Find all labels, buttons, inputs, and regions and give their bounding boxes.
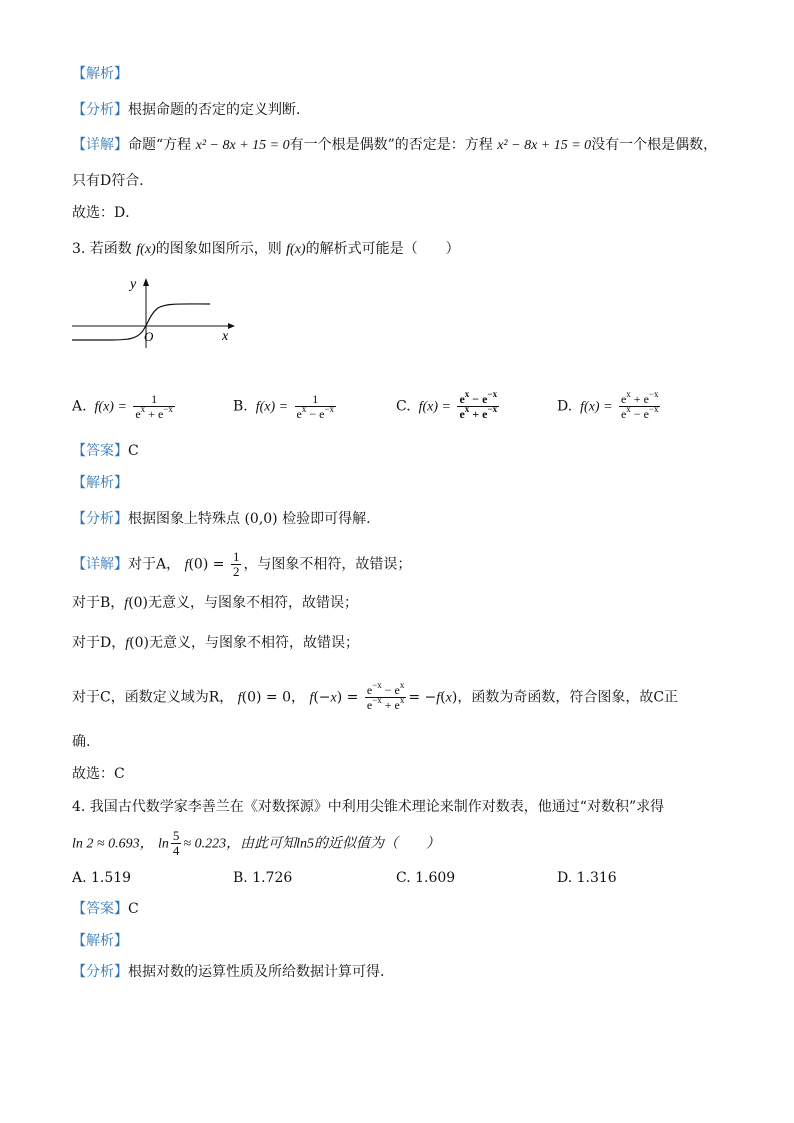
fx: f(x) (286, 242, 306, 257)
equation: x² − 8x + 15 = 0 (497, 138, 592, 153)
text: 对于D， (72, 635, 126, 651)
function-graph (70, 270, 240, 350)
equation: x² − 8x + 15 = 0 (195, 138, 290, 153)
origin-label: O (144, 329, 154, 344)
q3-answer (72, 441, 724, 461)
text: 对于A， (128, 556, 181, 573)
answer: C (128, 443, 139, 459)
analysis-tag: 【解析】 (72, 475, 128, 491)
q3-line-c3 (72, 732, 724, 752)
q3-stem (72, 239, 724, 260)
fenxi-tag: 【分析】 (72, 102, 128, 118)
l5 (72, 203, 724, 223)
answer-tag: 【答案】 (72, 901, 128, 917)
y-arrow (143, 278, 149, 286)
x-label: x (222, 329, 229, 344)
q3-option-a: A. f(x) = $\frac{1}{e^x + e^{-x}}$ (72, 392, 173, 421)
text: ln 2 ≈ 0.693， (72, 836, 154, 852)
q4-stem-2: ln 2 ≈ 0.693， ln $\frac{5}{4}$ ≈ 0.223，由此可知ln5的近似值为（ ） (72, 828, 440, 858)
text: 故选：D． (72, 205, 140, 221)
q3-jx (72, 473, 724, 493)
text: 故选：C (72, 766, 125, 782)
text: 命题“方程 (128, 137, 192, 153)
text: 没有一个根是偶数， (591, 137, 718, 153)
text: ，函数为奇函数，符合图象，故C正 (457, 689, 679, 706)
text: 根据图象上特殊点 (0,0) 检验即可得解. (128, 511, 371, 527)
fx: f(x) (136, 242, 156, 257)
q3-line-d: 对于D，f(0)无意义，与图象不相符，故错误； (72, 635, 359, 651)
l1 (72, 64, 724, 84)
l4 (72, 171, 724, 191)
text: 确. (72, 734, 91, 750)
q3-option-b: B. f(x) = $\frac{1}{e^x - e^{-x}}$ (233, 392, 335, 421)
text: ，与图象不相符，故错误； (243, 556, 412, 573)
xiangjie-tag: 【详解】 (72, 556, 128, 573)
text: 4. 我国古代数学家李善兰在《对数探源》中利用尖锥术理论来制作对数表，他通过“对数积”求得 (72, 799, 665, 815)
label: C. (396, 398, 411, 415)
q3-line-b: 对于B，f(0)无意义，与图象不相符，故错误； (72, 595, 359, 611)
label: B. (233, 398, 248, 415)
q4-option-a: A. 1.519 (72, 870, 132, 886)
q3-fenxi (72, 509, 724, 529)
q4-option-d: D. 1.316 (557, 870, 617, 886)
q4-fenxi (72, 962, 724, 982)
l2 (72, 100, 724, 120)
text: 对于B， (72, 595, 125, 611)
l3 (72, 135, 724, 156)
curve (72, 304, 210, 340)
text: 根据对数的运算性质及所给数据计算可得. (128, 964, 385, 980)
text: 只有D符合． (72, 173, 154, 189)
q3-choose (72, 764, 724, 784)
q3-option-d: D. f(x) = $\frac{e^x + e^{-x}}{e^x - e^{-x}}$ (557, 389, 659, 421)
q3-line-c: 对于C，函数定义域为R， f(0) = 0， f(−x) = $\frac{e^{-x} - e^x}{e^{-x} + e^x}$ = −f(x)，函数为奇函数，符合图象，故C正 (72, 680, 679, 712)
y-label: y (130, 277, 137, 292)
xiangjie-tag: 【详解】 (72, 137, 128, 153)
label: D. (557, 398, 573, 415)
fenxi-tag: 【分析】 (72, 964, 128, 980)
q3-xiangjie: 【详解】对于A， f(0) = $\frac{1}{2}$ ，与图象不相符，故错误； (72, 549, 412, 579)
text: ≈ 0.223，由此可知ln5的近似值为（ ） (183, 836, 440, 852)
q3-option-c: C. f(x) = $\frac{e^x - e^{-x}}{e^x + e^{-x}}$ (396, 389, 498, 421)
text: 的解析式可能是（ ） (305, 241, 460, 257)
text: 3. 若函数 (72, 241, 132, 257)
q4-stem (72, 797, 724, 817)
text: 的图象如图所示，则 (155, 241, 282, 257)
text: 无意义，与图象不相符，故错误； (148, 595, 359, 611)
fenxi-tag: 【分析】 (72, 511, 128, 527)
analysis-tag: 【解析】 (72, 933, 128, 949)
text: 有一个根是偶数”的否定是：方程 (289, 137, 493, 153)
label: A. (72, 398, 87, 415)
q4-option-b: B. 1.726 (233, 870, 293, 886)
x-arrow (228, 323, 235, 329)
text: 对于C，函数定义域为R， (72, 689, 234, 706)
q4-answer (72, 899, 724, 919)
answer: C (128, 901, 139, 917)
fenxi-text: 根据命题的否定的定义判断． (128, 102, 310, 118)
q4-jx (72, 931, 724, 951)
q4-option-c: C. 1.609 (396, 870, 456, 886)
text: 无意义，与图象不相符，故错误； (148, 635, 359, 651)
analysis-tag: 【解析】 (72, 66, 128, 82)
answer-tag: 【答案】 (72, 443, 128, 459)
